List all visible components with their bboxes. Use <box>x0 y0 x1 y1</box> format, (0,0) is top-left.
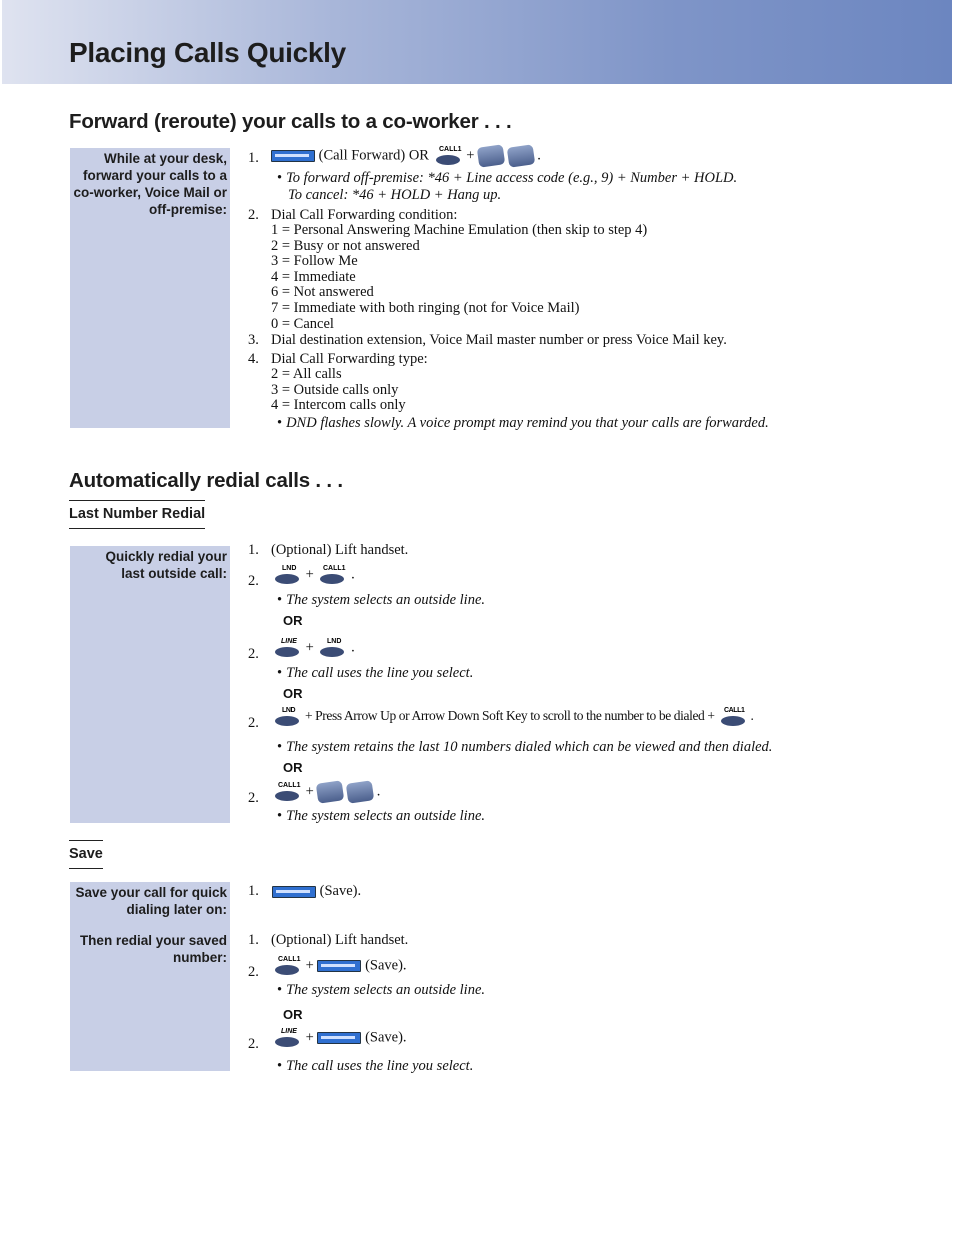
redial-note-c: • The system retains the last 10 numbers dialed which can be viewed and then dialed. <box>277 739 773 755</box>
condition-item: 0 = Cancel <box>271 316 334 332</box>
step-number: 1. <box>248 542 259 558</box>
call-key-icon <box>718 705 748 729</box>
page-title: Placing Calls Quickly <box>69 37 346 68</box>
forward-note1-line2: To cancel: *46 + HOLD + Hang up. <box>288 187 502 203</box>
redial-step1: (Optional) Lift handset. <box>271 542 409 558</box>
redial-note-a: • The system selects an outside line. <box>277 592 486 608</box>
forward-step1-text: (Call Forward) OR <box>318 147 429 164</box>
step-number: 3. <box>248 332 259 348</box>
plus-sign: + <box>305 566 314 583</box>
note-text: To forward off-premise: *46 + Line access code (e.g., 9) + Number + HOLD. <box>286 170 738 186</box>
step-number: 1. <box>248 883 259 899</box>
note-text: The system selects an outside line. <box>286 982 486 998</box>
save-redial-step2a: CALL1 + (Save). <box>272 954 407 978</box>
header-banner <box>2 0 952 84</box>
five-key-icon <box>346 780 375 803</box>
hash-key-icon <box>316 780 345 803</box>
svg-text:CALL1: CALL1 <box>278 956 301 963</box>
step-number: 2. <box>248 715 259 731</box>
redial-step2c-text: + Press Arrow Up or Arrow Down Soft Key to scroll to the number to be dialed + <box>304 708 715 724</box>
redial-step2d <box>272 780 380 804</box>
period: . <box>376 783 381 800</box>
redial-step2a <box>272 563 355 587</box>
or-label: OR <box>283 1007 303 1022</box>
save-title: Save <box>69 840 103 869</box>
save-redial-step2b: LINE + (Save). <box>272 1026 407 1050</box>
note-text: The call uses the line you select. <box>286 665 474 681</box>
forward-note1-line1: • To forward off-premise: *46 + Line access code (e.g., 9) + Number + HOLD. <box>277 170 738 186</box>
save-note-b: • The call uses the line you select. <box>277 1058 474 1074</box>
note-text: DND flashes slowly. A voice prompt may remind you that your calls are forwarded. <box>286 415 769 431</box>
forward-step4-text: Dial Call Forwarding type: <box>271 351 428 367</box>
redial-step2c <box>272 705 754 729</box>
note-text: The call uses the line you select. <box>286 1058 474 1074</box>
condition-item: 2 = Busy or not answered <box>271 238 420 254</box>
forward-step2-text: Dial Call Forwarding condition: <box>271 207 458 223</box>
type-item: 2 = All calls <box>271 366 342 382</box>
call-key-icon <box>317 563 347 587</box>
plus-sign: + <box>305 783 314 800</box>
note-text: The system selects an outside line. <box>286 592 486 608</box>
line-key-icon <box>272 636 302 660</box>
call-key-icon <box>272 954 302 978</box>
period: . <box>351 566 355 583</box>
svg-text:LND: LND <box>327 638 342 645</box>
condition-item: 6 = Not answered <box>271 284 374 300</box>
save-r2b-text: (Save). <box>365 1029 407 1046</box>
type-item: 4 = Intercom calls only <box>271 397 406 413</box>
note-text: The system retains the last 10 numbers dialed which can be viewed and then dialed. <box>286 739 773 755</box>
plus-sign: + <box>466 147 475 164</box>
function-key-icon <box>272 886 316 898</box>
save-r2a-text: (Save). <box>365 957 407 974</box>
save-note-a: • The system selects an outside line. <box>277 982 486 998</box>
step-number: 4. <box>248 351 259 367</box>
svg-text:CALL1: CALL1 <box>323 565 346 572</box>
last-number-redial-title: Last Number Redial <box>69 500 205 529</box>
svg-text:LND: LND <box>282 707 296 714</box>
condition-item: 7 = Immediate with both ringing (not for Voice Mail) <box>271 300 580 316</box>
or-label: OR <box>283 760 303 775</box>
svg-text:LINE: LINE <box>281 638 297 645</box>
period: . <box>750 708 754 724</box>
save-step1 <box>272 883 361 899</box>
save-sidebar <box>70 882 230 1071</box>
lnd-key-icon <box>317 636 347 660</box>
svg-text:CALL1: CALL1 <box>723 707 745 714</box>
redial-note-d: • The system selects an outside line. <box>277 808 486 824</box>
save-redial-step1: (Optional) Lift handset. <box>271 932 409 948</box>
step-number: 2. <box>248 207 259 223</box>
period: . <box>537 147 541 164</box>
redial-step2b <box>272 636 355 660</box>
function-key-icon <box>271 150 315 162</box>
step-number: 2. <box>248 790 259 806</box>
two-key-icon <box>506 144 535 167</box>
step-number: 2. <box>248 1036 259 1052</box>
or-label: OR <box>283 686 303 701</box>
condition-item: 4 = Immediate <box>271 269 356 285</box>
save-step1-text: (Save). <box>319 883 362 899</box>
forward-section-title: Forward (reroute) your calls to a co-worker . . . <box>69 110 512 133</box>
condition-item: 3 = Follow Me <box>271 253 358 269</box>
function-key-icon <box>317 960 361 972</box>
condition-item: 1 = Personal Answering Machine Emulation (then skip to step 4) <box>271 222 648 238</box>
step-number: 2. <box>248 573 259 589</box>
redial-section-title: Automatically redial calls . . . <box>69 469 343 492</box>
plus-sign: + <box>305 639 314 656</box>
redial-saved-side-label: Then redial your saved number: <box>79 933 227 965</box>
forward-step1 <box>271 143 541 169</box>
star-key-icon <box>477 144 506 167</box>
call-key-icon <box>433 143 463 169</box>
svg-text:LINE: LINE <box>281 1028 297 1035</box>
redial-sidebar <box>70 546 230 823</box>
note-text: The system selects an outside line. <box>286 808 486 824</box>
period: . <box>351 639 355 656</box>
redial-note-b: • The call uses the line you select. <box>277 665 474 681</box>
redial-side-label: Quickly redial your last outside call: <box>105 549 227 581</box>
step-number: 1. <box>248 150 259 166</box>
save-side-label: Save your call for quick dialing later on: <box>75 885 227 917</box>
step-number: 2. <box>248 646 259 662</box>
line-key-icon <box>272 1026 302 1050</box>
type-item: 3 = Outside calls only <box>271 382 399 398</box>
forward-note2: • DND flashes slowly. A voice prompt may remind you that your calls are forwarded. <box>277 415 769 431</box>
function-key-icon <box>317 1032 361 1044</box>
call-key-icon <box>272 780 302 804</box>
step-number: 1. <box>248 932 259 948</box>
svg-text:CALL1: CALL1 <box>278 782 301 789</box>
forward-side-label: While at your desk, forward your calls to a co-worker, Voice Mail or off-premise: <box>73 151 227 217</box>
lnd-key-icon <box>272 563 302 587</box>
or-label: OR <box>283 613 303 628</box>
svg-text:LND: LND <box>282 565 297 572</box>
forward-sidebar <box>70 148 230 428</box>
forward-step3-text: Dial destination extension, Voice Mail master number or press Voice Mail key. <box>271 332 727 348</box>
lnd-key-icon <box>272 705 302 729</box>
svg-text:CALL1: CALL1 <box>438 146 462 153</box>
step-number: 2. <box>248 964 259 980</box>
